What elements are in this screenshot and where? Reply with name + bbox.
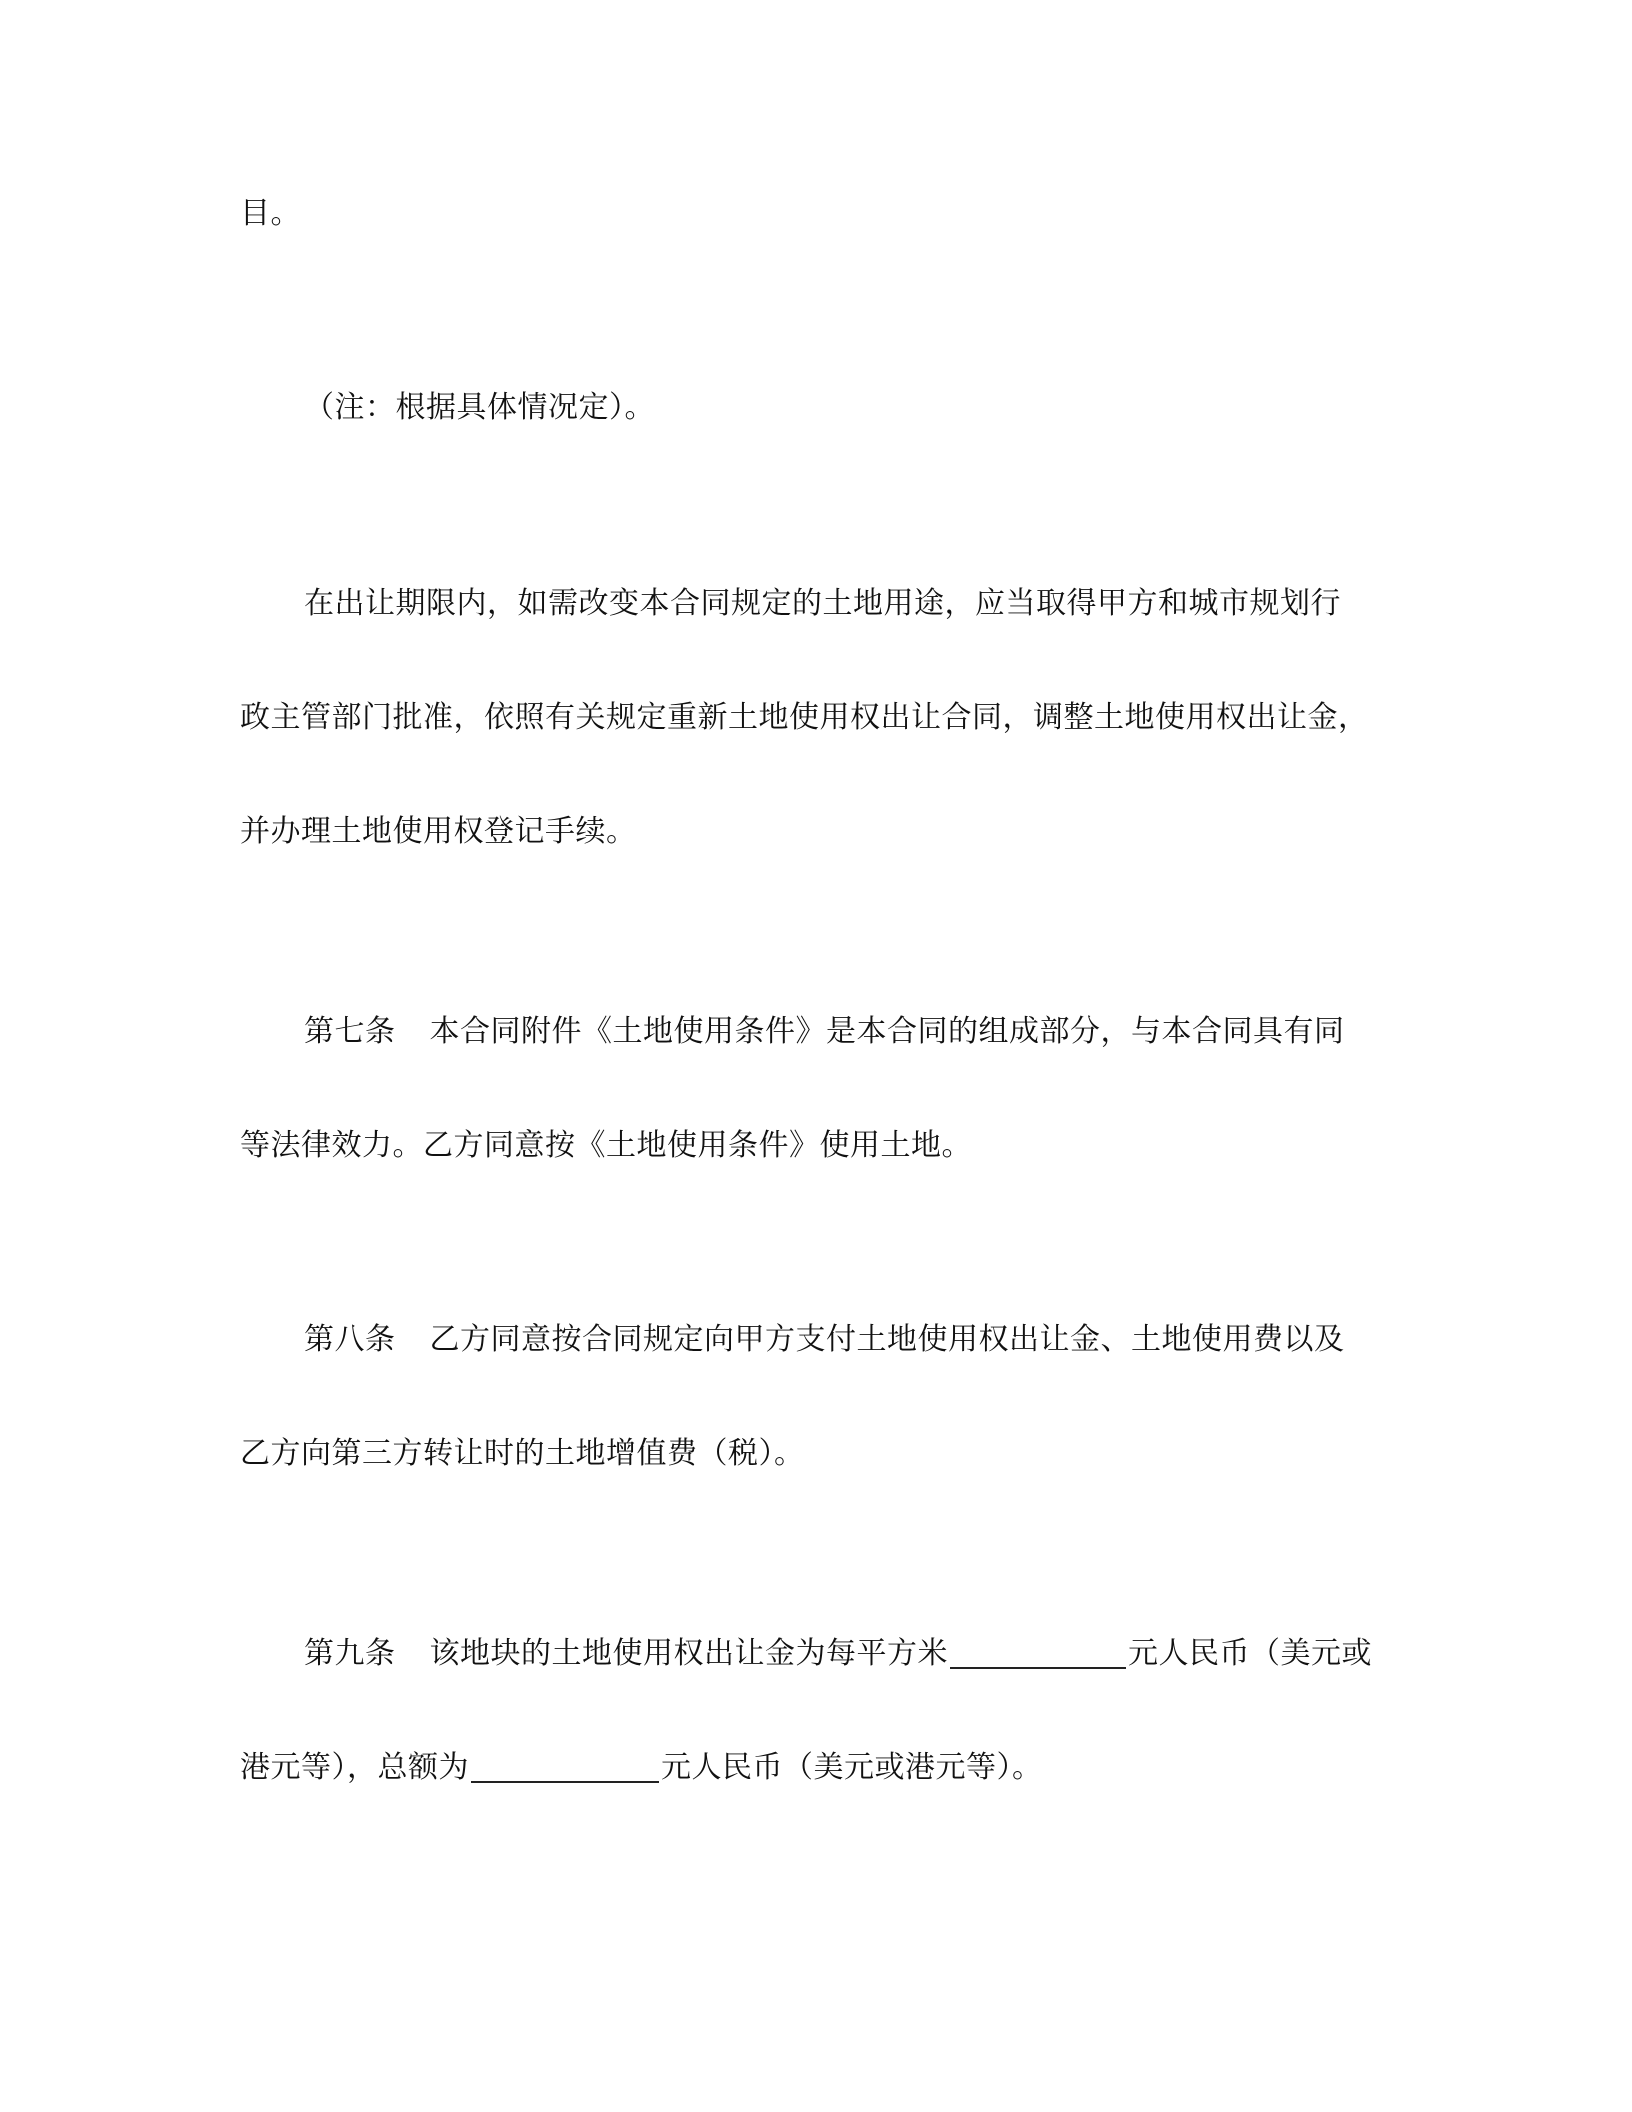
article-7-line-1 [304,1010,1345,1054]
use-change-line-2: 政主管部门批准，依照有关规定重新土地使用权出让合同，调整土地使用权出让金， [240,700,1369,735]
note-text: （注：根据具体情况定）。 [304,390,655,425]
article-8-number: 第八条 [304,1322,396,1357]
article-8-text-1: 乙方同意按合同规定向甲方支付土地使用权出让金、土地使用费以及 [429,1322,1345,1357]
continuation-text: 目。 [240,196,301,231]
article-8-line-2: 乙方向第三方转让时的土地增值费（税）。 [240,1436,805,1471]
price-per-sqm-blank[interactable] [950,1637,1126,1669]
article-9-text-2b: 元人民币（美元或港元等）。 [661,1750,1043,1785]
use-change-line-1: 在出让期限内，如需改变本合同规定的土地用途，应当取得甲方和城市规划行 [304,586,1341,621]
article-9-text-2a: 港元等），总额为 [240,1750,469,1785]
article-9-line-2 [240,1746,1043,1790]
total-amount-blank[interactable] [471,1751,659,1783]
article-9-text-1b: 元人民币（美元或 [1128,1636,1372,1671]
article-9-number: 第九条 [304,1636,396,1671]
use-change-line-3: 并办理土地使用权登记手续。 [240,814,637,849]
article-7-text-1: 本合同附件《土地使用条件》是本合同的组成部分，与本合同具有同 [429,1014,1345,1049]
article-7-line-2: 等法律效力。乙方同意按《土地使用条件》使用土地。 [240,1128,972,1163]
article-9-text-1a: 该地块的土地使用权出让金为每平方米 [429,1636,948,1671]
article-9-line-1 [304,1632,1372,1676]
article-8-line-1 [304,1318,1345,1362]
article-7-number: 第七条 [304,1014,396,1049]
